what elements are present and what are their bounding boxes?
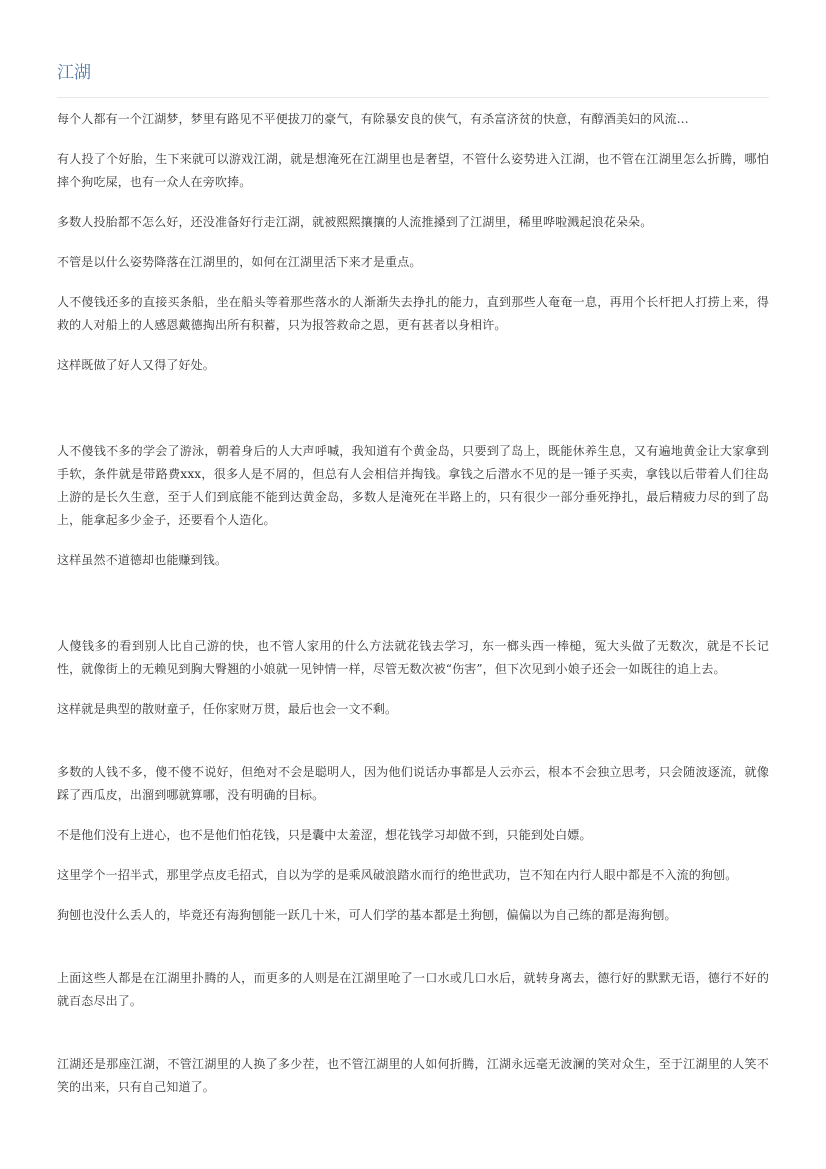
spacer xyxy=(57,927,769,967)
spacer xyxy=(57,681,769,698)
spacer xyxy=(57,337,769,354)
spacer xyxy=(57,194,769,211)
paragraph: 这样既做了好人又得了好处。 xyxy=(57,358,215,372)
spacer xyxy=(57,274,769,291)
paragraph: 狗刨也没什么丢人的，毕竟还有海狗刨能一跃几十米，可人们学的基本都是土狗刨，偏偏以为自己练的都是海狗刨。 xyxy=(57,908,677,922)
spacer xyxy=(57,532,769,549)
paragraph: 人不傻钱不多的学会了游泳，朝着身后的人大声呼喊，我知道有个黄金岛，只要到了岛上，既能休养生息，又有遍地黄金让大家拿到手软，条件就是带路费xxx，很多人是不屑的，但总有人会相信并掏钱。拿钱之后潜水不见的是一锤子买卖，拿钱以后带着人们往岛上游的是长久生意，至于人们到底能不能到达黄金岛，多数人是淹死在半路上的，只有很少一部分垂死挣扎，最后精疲力尽的到了岛上，能拿起多少金子，还要看个人造化。 xyxy=(57,444,769,527)
paragraph: 上面这些人都是在江湖里扑腾的人，而更多的人则是在江湖里呛了一口水或几口水后，就转身离去，德行好的默默无语，德行不好的就百态尽出了。 xyxy=(57,971,769,1008)
article-body xyxy=(57,108,769,1099)
spacer xyxy=(57,1013,769,1053)
spacer xyxy=(57,847,769,864)
paragraph: 有人投了个好胎，生下来就可以游戏江湖，就是想淹死在江湖里也是奢望，不管什么姿势进入江湖，也不管在江湖里怎么折腾，哪怕摔个狗吃屎，也有一众人在旁吹捧。 xyxy=(57,152,769,189)
spacer xyxy=(57,887,769,904)
paragraph: 多数的人钱不多，傻不傻不说好，但绝对不会是聪明人，因为他们说话办事都是人云亦云，根本不会独立思考，只会随波逐流，就像踩了西瓜皮，出溜到哪就算哪，没有明确的目标。 xyxy=(57,765,769,802)
paragraph: 这样就是典型的散财童子，任你家财万贯，最后也会一文不剩。 xyxy=(57,702,398,716)
article xyxy=(57,62,769,1099)
spacer xyxy=(57,377,769,440)
paragraph: 多数人投胎都不怎么好，还没准备好行走江湖，就被熙熙攘攘的人流推搡到了江湖里，稀里哗啦溅起浪花朵朵。 xyxy=(57,215,653,229)
paragraph: 这样虽然不道德却也能赚到钱。 xyxy=(57,553,228,567)
paragraph: 这里学个一招半式，那里学点皮毛招式，自以为学的是乘风破浪踏水而行的绝世武功，岂不知在内行人眼中都是不入流的狗刨。 xyxy=(57,868,738,882)
spacer xyxy=(57,234,769,251)
paragraph: 人不傻钱还多的直接买条船，坐在船头等着那些落水的人渐渐失去挣扎的能力，直到那些人奄奄一息，再用个长杆把人打捞上来，得救的人对船上的人感恩戴德掏出所有积蓄，只为报答救命之恩，更有甚者以身相许。 xyxy=(57,295,769,332)
paragraph: 不管是以什么姿势降落在江湖里的，如何在江湖里活下来才是重点。 xyxy=(57,255,422,269)
article-title: 江湖 xyxy=(57,62,769,98)
paragraph: 不是他们没有上进心，也不是他们怕花钱，只是囊中太羞涩，想花钱学习却做不到，只能到处白嫖。 xyxy=(57,828,592,842)
spacer xyxy=(57,572,769,635)
spacer xyxy=(57,721,769,761)
paragraph: 人傻钱多的看到别人比自己游的快，也不管人家用的什么方法就花钱去学习，东一榔头西一棒槌，冤大头做了无数次，就是不长记性，就像街上的无赖见到胸大臀翘的小娘就一见钟情一样，尽管无数次被“伤害”，但下次见到小娘子还会一如既往的追上去。 xyxy=(57,639,769,676)
paragraph: 每个人都有一个江湖梦，梦里有路见不平便拔刀的豪气，有除暴安良的侠气，有杀富济贫的快意，有醇酒美妇的风流… xyxy=(57,112,689,126)
spacer xyxy=(57,807,769,824)
spacer xyxy=(57,131,769,148)
paragraph: 江湖还是那座江湖，不管江湖里的人换了多少茬，也不管江湖里的人如何折腾，江湖永远毫无波澜的笑对众生，至于江湖里的人笑不笑的出来，只有自己知道了。 xyxy=(57,1057,769,1094)
